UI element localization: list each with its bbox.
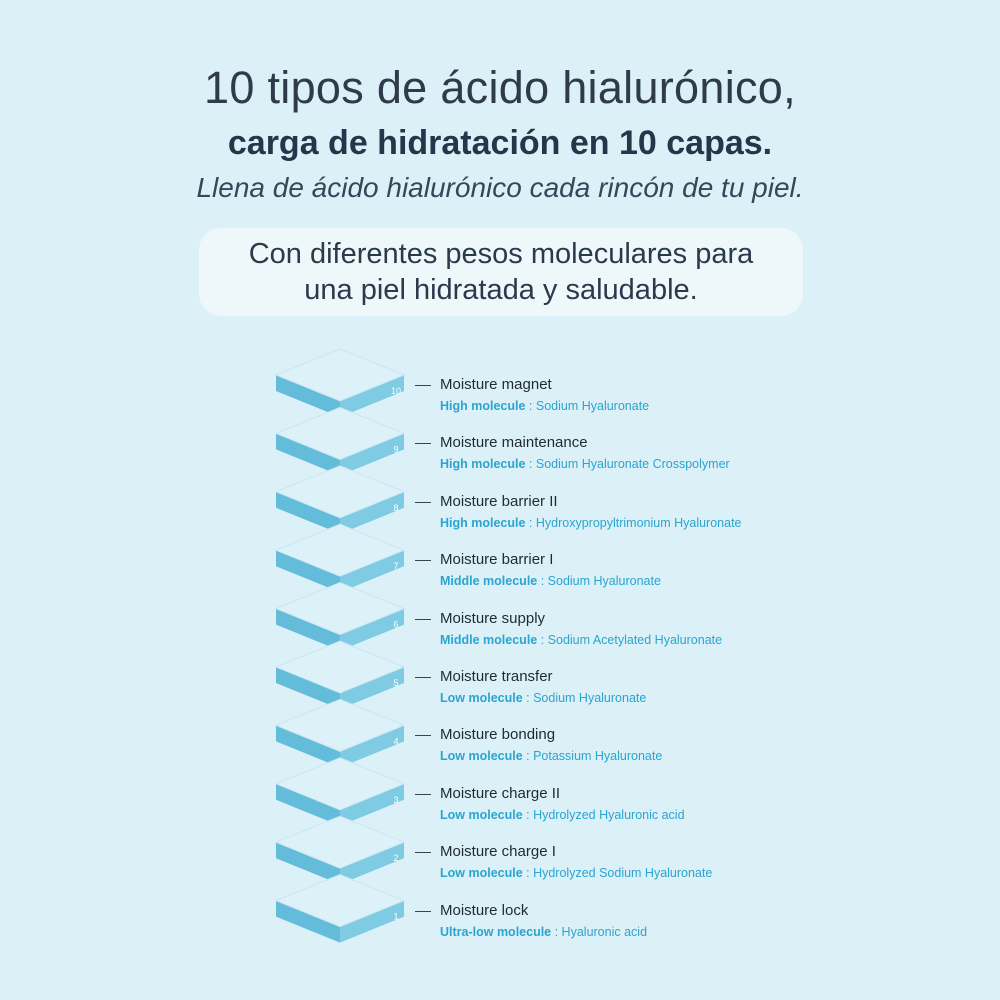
layer-label-6 (440, 610, 722, 648)
ingredient: : Potassium Hyaluronate (522, 749, 663, 764)
molecule-weight: Middle molecule (440, 574, 538, 589)
layer-2 (276, 816, 404, 884)
ingredient: : Sodium Hyaluronate (525, 399, 650, 413)
leader-line (415, 852, 431, 853)
ingredient: : Sodium Hyaluronate Crosspolymer (525, 457, 730, 472)
layer-name: Moisture barrier I (440, 551, 554, 569)
layer-number: 8 (393, 502, 399, 513)
layer-label-2 (440, 843, 712, 881)
leader-line (415, 385, 431, 386)
molecule-weight: Low molecule (440, 749, 523, 764)
layer-number: 7 (393, 561, 399, 572)
layer-name: Moisture supply (440, 609, 546, 627)
layer-name: Moisture charge II (440, 784, 561, 802)
layer-name: Moisture transfer (440, 668, 553, 685)
layer-label-1 (440, 902, 647, 940)
layer-label-10 (440, 376, 649, 414)
molecule-weight: Low molecule (440, 866, 523, 881)
layer-number: 6 (393, 619, 399, 630)
layer-9 (276, 407, 404, 475)
layer-label-8 (440, 493, 742, 531)
layer-number: 10 (390, 386, 402, 396)
leader-line (415, 735, 431, 736)
layer-number: 4 (393, 736, 399, 747)
molecule-weight: Low molecule (440, 807, 523, 822)
layer-4 (276, 699, 404, 767)
layer-description (440, 398, 649, 414)
leader-line (415, 443, 431, 444)
layer-description (440, 456, 730, 472)
layer-number: 2 (393, 853, 399, 864)
layer-8 (276, 466, 404, 534)
molecule-weight: Middle molecule (440, 632, 538, 647)
layer-label-4 (440, 726, 662, 764)
layer-number: 1 (393, 911, 399, 922)
callout-line-2: una piel hidratada y saludable. (304, 274, 698, 306)
ingredient: : Hydroxypropyltrimonium Hyaluronate (525, 515, 742, 530)
layer-name: Moisture bonding (440, 726, 556, 744)
layer-label-9 (440, 434, 730, 472)
ingredient: : Hydrolyzed Sodium Hyaluronate (522, 866, 713, 881)
layer-name: Moisture charge I (440, 843, 556, 861)
layer-3 (276, 758, 404, 826)
layer-description (440, 632, 722, 648)
leader-line (415, 502, 431, 503)
layer-description (440, 515, 742, 531)
ingredient: : Sodium Acetylated Hyaluronate (537, 632, 723, 647)
layer-7 (276, 524, 404, 592)
layer-name: Moisture lock (440, 901, 529, 919)
leader-line (415, 619, 431, 620)
title-line-2: carga de hidratación en 10 capas. (227, 124, 773, 162)
layer-number: 9 (393, 444, 399, 455)
layer-10 (276, 349, 404, 417)
layer-description (440, 865, 712, 881)
layer-6 (276, 583, 404, 651)
title-line-1: 10 tipos de ácido hialurónico, (204, 62, 796, 113)
layer-label-7 (440, 551, 661, 589)
layer-label-5 (440, 668, 646, 706)
callout-line-1: Con diferentes pesos moleculares para (248, 238, 754, 270)
leader-line (415, 794, 431, 795)
layer-description (440, 748, 662, 764)
leader-line (415, 560, 431, 561)
molecule-weight: High molecule (440, 399, 526, 413)
layer-description (440, 924, 647, 940)
molecule-weight: Ultra-low molecule (440, 924, 552, 939)
layer-description (440, 573, 661, 589)
ingredient: : Hyaluronic acid (551, 924, 648, 939)
molecule-weight: High molecule (440, 515, 526, 530)
layer-1 (276, 875, 404, 943)
leader-line (415, 911, 431, 912)
layer-5 (276, 641, 404, 709)
layer-number: 5 (393, 678, 399, 688)
layer-label-3 (440, 785, 685, 823)
layer-description (440, 690, 646, 706)
molecule-weight: Low molecule (440, 691, 523, 705)
layer-name: Moisture maintenance (440, 434, 588, 452)
ingredient: : Sodium Hyaluronate (537, 574, 661, 589)
layer-description (440, 807, 685, 823)
ingredient: : Sodium Hyaluronate (522, 691, 647, 705)
subtitle: Llena de ácido hialurónico cada rincón de tu piel. (196, 172, 804, 203)
layer-name: Moisture barrier II (440, 492, 558, 510)
layer-number: 3 (393, 794, 399, 805)
molecule-weight: High molecule (440, 457, 526, 472)
leader-line (415, 677, 431, 678)
ingredient: : Hydrolyzed Hyaluronic acid (522, 807, 685, 822)
layer-name: Moisture magnet (440, 376, 552, 393)
